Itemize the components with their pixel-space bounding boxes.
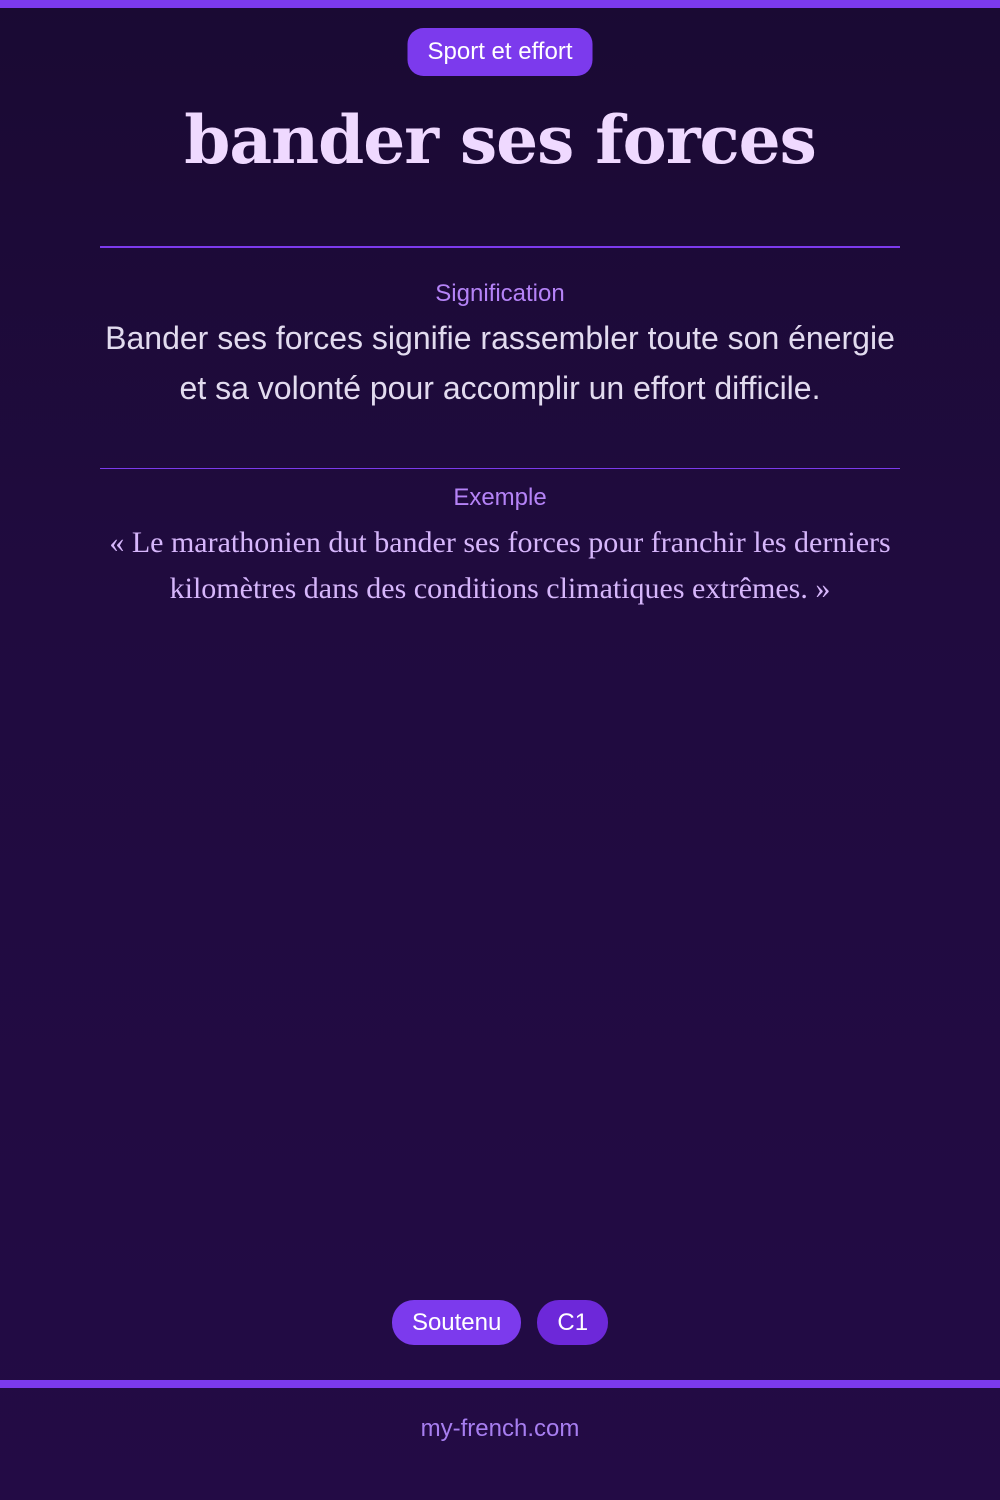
footer-site-name: my-french.com [420, 1415, 580, 1442]
example-label: Exemple [453, 484, 547, 511]
divider [100, 246, 900, 248]
meaning-text: Bander ses forces signifie rassembler toute son énergie et sa volonté pour accomplir un effort difficile. [105, 320, 895, 406]
tag-list [0, 1300, 1000, 1345]
top-accent-bar [0, 0, 1000, 8]
divider [100, 468, 900, 469]
register-tag: Soutenu [392, 1300, 521, 1345]
example-text: « Le marathonien dut bander ses forces pour franchir les derniers kilomètres dans des conditions climatiques extrêmes. » [109, 526, 891, 605]
meaning-label: Signification [435, 280, 565, 307]
category-badge: Sport et effort [408, 28, 593, 76]
bottom-accent-bar [0, 1380, 1000, 1388]
level-tag: C1 [537, 1300, 608, 1345]
page-title: bander ses forces [184, 101, 816, 179]
